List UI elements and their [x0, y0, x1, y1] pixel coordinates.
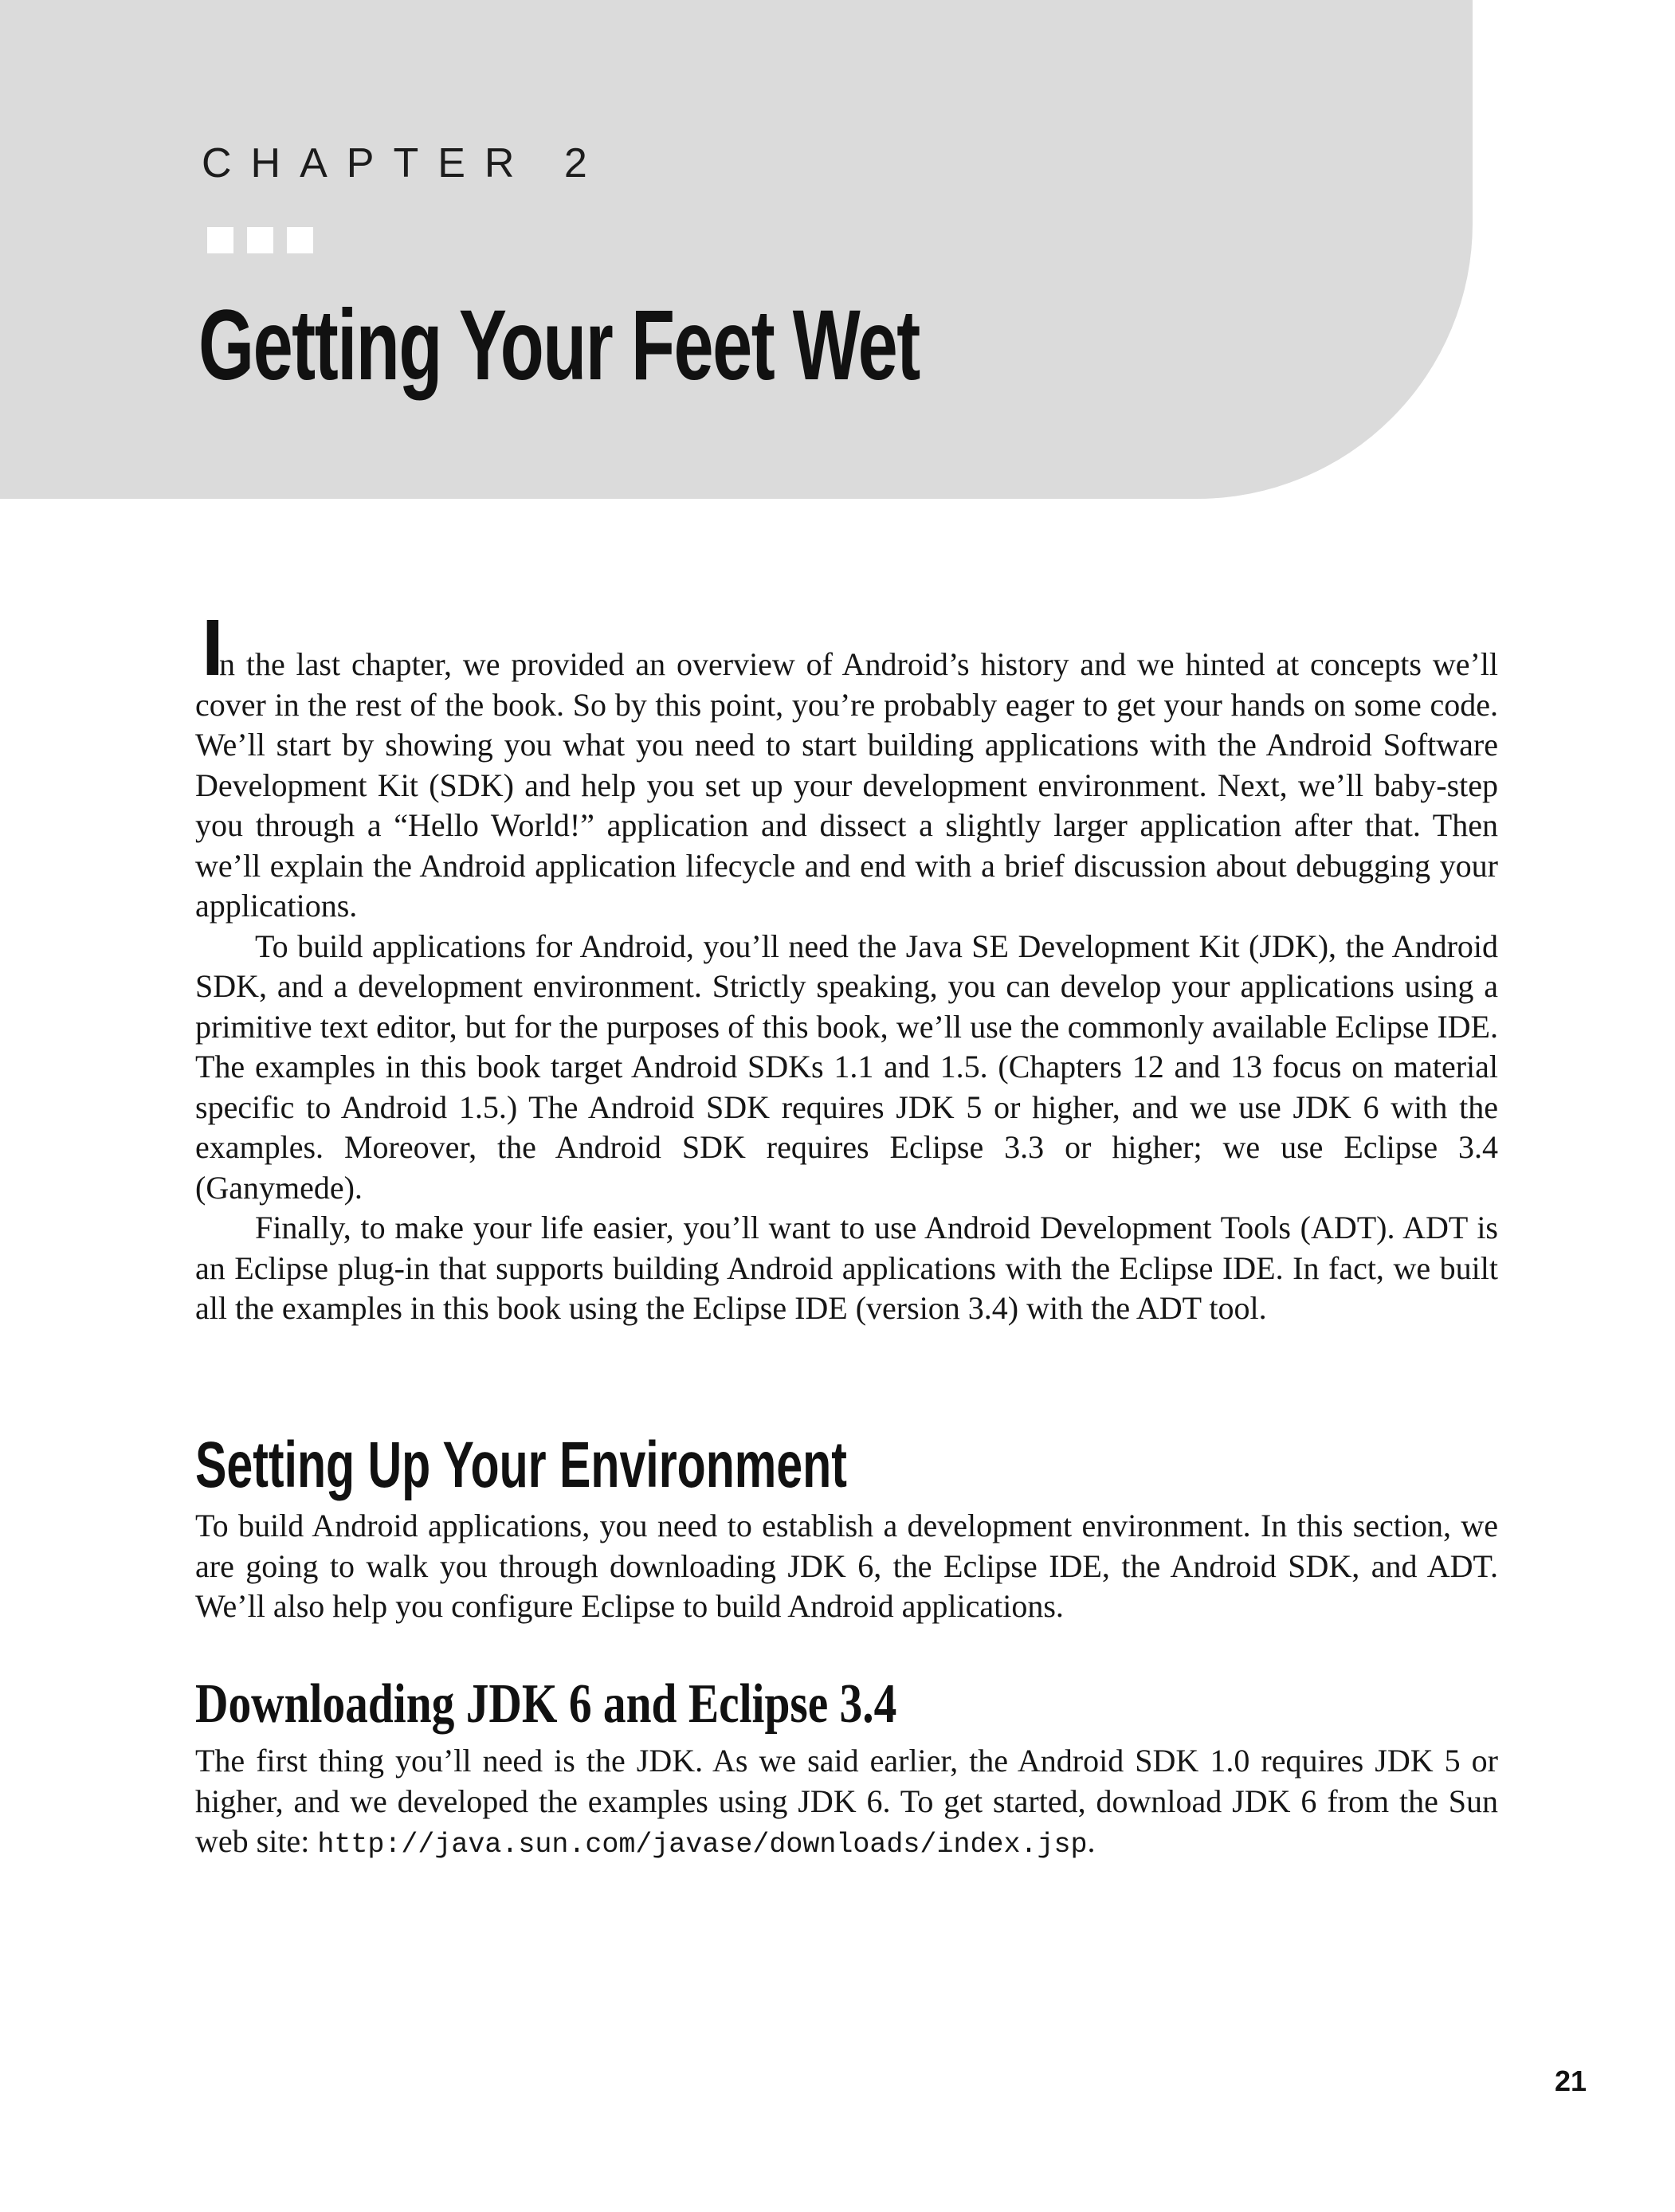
subsection-heading-downloading: [195, 1673, 1051, 1735]
dropcap-letter: I: [202, 603, 224, 692]
downloading-paragraph-period: .: [1087, 1823, 1096, 1859]
section-heading-setup: [195, 1429, 1100, 1501]
chapter-title-text: Getting Your Feet Wet: [198, 290, 920, 401]
chapter-banner: [0, 0, 1473, 499]
page-number: 21: [1555, 2065, 1587, 2097]
intro-paragraph-2: To build applications for Android, you’ll need the Java SE Development Kit (JDK), the Android SDK, and a development environment. Strictly speaking, you can develop your applications using a primitive text editor, but for the purposes of this book, we’ll use the commonly available Eclipse IDE. The examples in this book target Android SDKs 1.1 and 1.5. (Chapters 12 and 13 focus on material specific to Android 1.5.) The Android SDK requires JDK 5 or higher, and we use JDK 6 with the examples. Moreover, the Android SDK requires Eclipse 3.3 or higher; we use Eclipse 3.4 (Ganymede).: [195, 928, 1498, 1206]
intro-paragraph-1: n the last chapter, we provided an overview of Android’s history and we hinted at concepts we’ll cover in the rest of the book. So by this point, you’re probably eager to get your hands on some code. We’ll start by showing you what you need to start building applications with the Android Software Development Kit (SDK) and help you set up your development environment. Next, we’ll baby-step you through a “Hello World!” application and dissect a slightly larger application after that. Then we’ll explain the Android application lifecycle and end with a brief discussion about debugging your applications.: [195, 646, 1498, 924]
ornament-square: [247, 227, 273, 253]
downloading-paragraph: [195, 1741, 1498, 1865]
downloading-paragraph-text: The first thing you’ll need is the JDK. As we said earlier, the Android SDK 1.0 requires JDK 5 or higher, and we developed the examples using JDK 6. To get started, download JDK 6 from the Sun web site:: [195, 1743, 1498, 1859]
setup-paragraph: To build Android applications, you need to establish a development environment. In this section, we are going to walk you through downloading JDK 6, the Eclipse IDE, the Android SDK, and ADT. We’ll also help you configure Eclipse to build Android applications.: [195, 1508, 1498, 1624]
setup-text-block: [195, 1506, 1498, 1627]
chapter-title: [198, 290, 1200, 401]
jdk-download-url: http://java.sun.com/javase/downloads/index.jsp: [317, 1829, 1088, 1861]
intro-paragraph-3: Finally, to make your life easier, you’ll want to use Android Development Tools (ADT). ADT is an Eclipse plug-in that supports building Android applications with the Eclipse IDE. In fact, we built all the examples in this book using the Eclipse IDE (version 3.4) with the ADT tool.: [195, 1210, 1498, 1326]
subsection-heading-downloading-text: Downloading JDK 6 and Eclipse 3.4: [195, 1673, 897, 1735]
intro-text-block: [195, 603, 1498, 1329]
ornament-squares: [207, 227, 313, 253]
ornament-square: [287, 227, 313, 253]
section-heading-setup-text: Setting Up Your Environment: [195, 1429, 847, 1501]
downloading-text-block: [195, 1741, 1498, 1865]
ornament-square: [207, 227, 233, 253]
chapter-label: CHAPTER 2: [202, 140, 606, 186]
